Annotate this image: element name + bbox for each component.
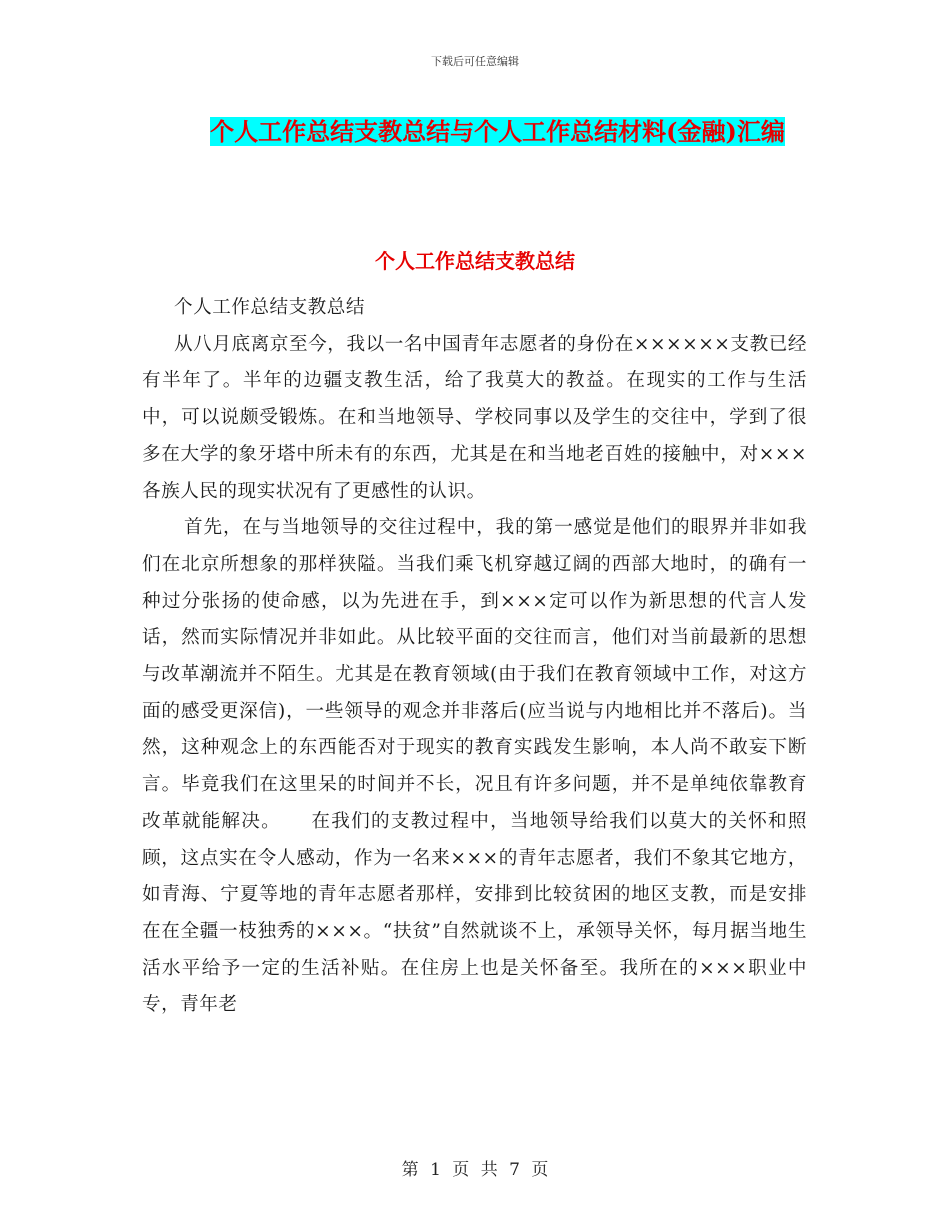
section-title: 个人工作总结支教总结 — [375, 249, 575, 273]
paragraph: 首先，在与当地领导的交往过程中，我的第一感觉是他们的眼界并非如我们在北京所想象的那样狭隘。当我们乘飞机穿越辽阔的西部大地时，的确有一种过分张扬的使命感，以为先进在手，到×××定可以作为新思想的代言人发话，然而实际情况并非如此。从比较平面的交往而言，他们对当前最新的思想与改革潮流并不陌生。尤其是在教育领域(由于我们在教育领域中工作，对这方面的感受更深信)，一些领导的观念并非落后(应当说与内地相比并不落后)。当然，这种观念上的东西能否对于现实的教育实践发生影响，本人尚不敢妄下断言。毕竟我们在这里呆的时间并不长，况且有许多问题，并不是单纯依靠教育改革就能解决。 在我们的支教过程中，当地领导给我们以莫大的关怀和照顾，这点实在令人感动，作为一名来×××的青年志愿者，我们不象其它地方，如青海、宁夏等地的青年志愿者那样，安排到比较贫困的地区支教，而是安排在在全疆一枝独秀的×××。“扶贫”自然就谈不上，承领导关怀，每月据当地生活水平给予一定的生活补贴。在住房上也是关怀备至。我所在的×××职业中专，青年老 — [142, 517, 807, 1016]
paragraph-subheading: 个人工作总结支教总结 — [174, 297, 365, 318]
paragraph: 从八月底离京至今，我以一名中国青年志愿者的身份在××××××支教已经有半年了。半年的边疆支教生活，给了我莫大的教益。在现实的工作与生活中，可以说颇受锻炼。在和当地领导、学校同事以及学生的交往中，学到了很多在大学的象牙塔中所未有的东西，尤其是在和当地老百姓的接触中，对×××各族人民的现实状况有了更感性的认识。 — [142, 333, 807, 502]
page-header-note: 下载后可任意编辑 — [431, 55, 519, 68]
document-title-text: 个人工作总结支教总结与个人工作总结材料(金融)汇编 — [210, 117, 785, 146]
document-body — [142, 290, 807, 1024]
page-footer-page-number: 第 1 页 共 7 页 — [401, 1160, 549, 1180]
document-title — [190, 110, 805, 154]
